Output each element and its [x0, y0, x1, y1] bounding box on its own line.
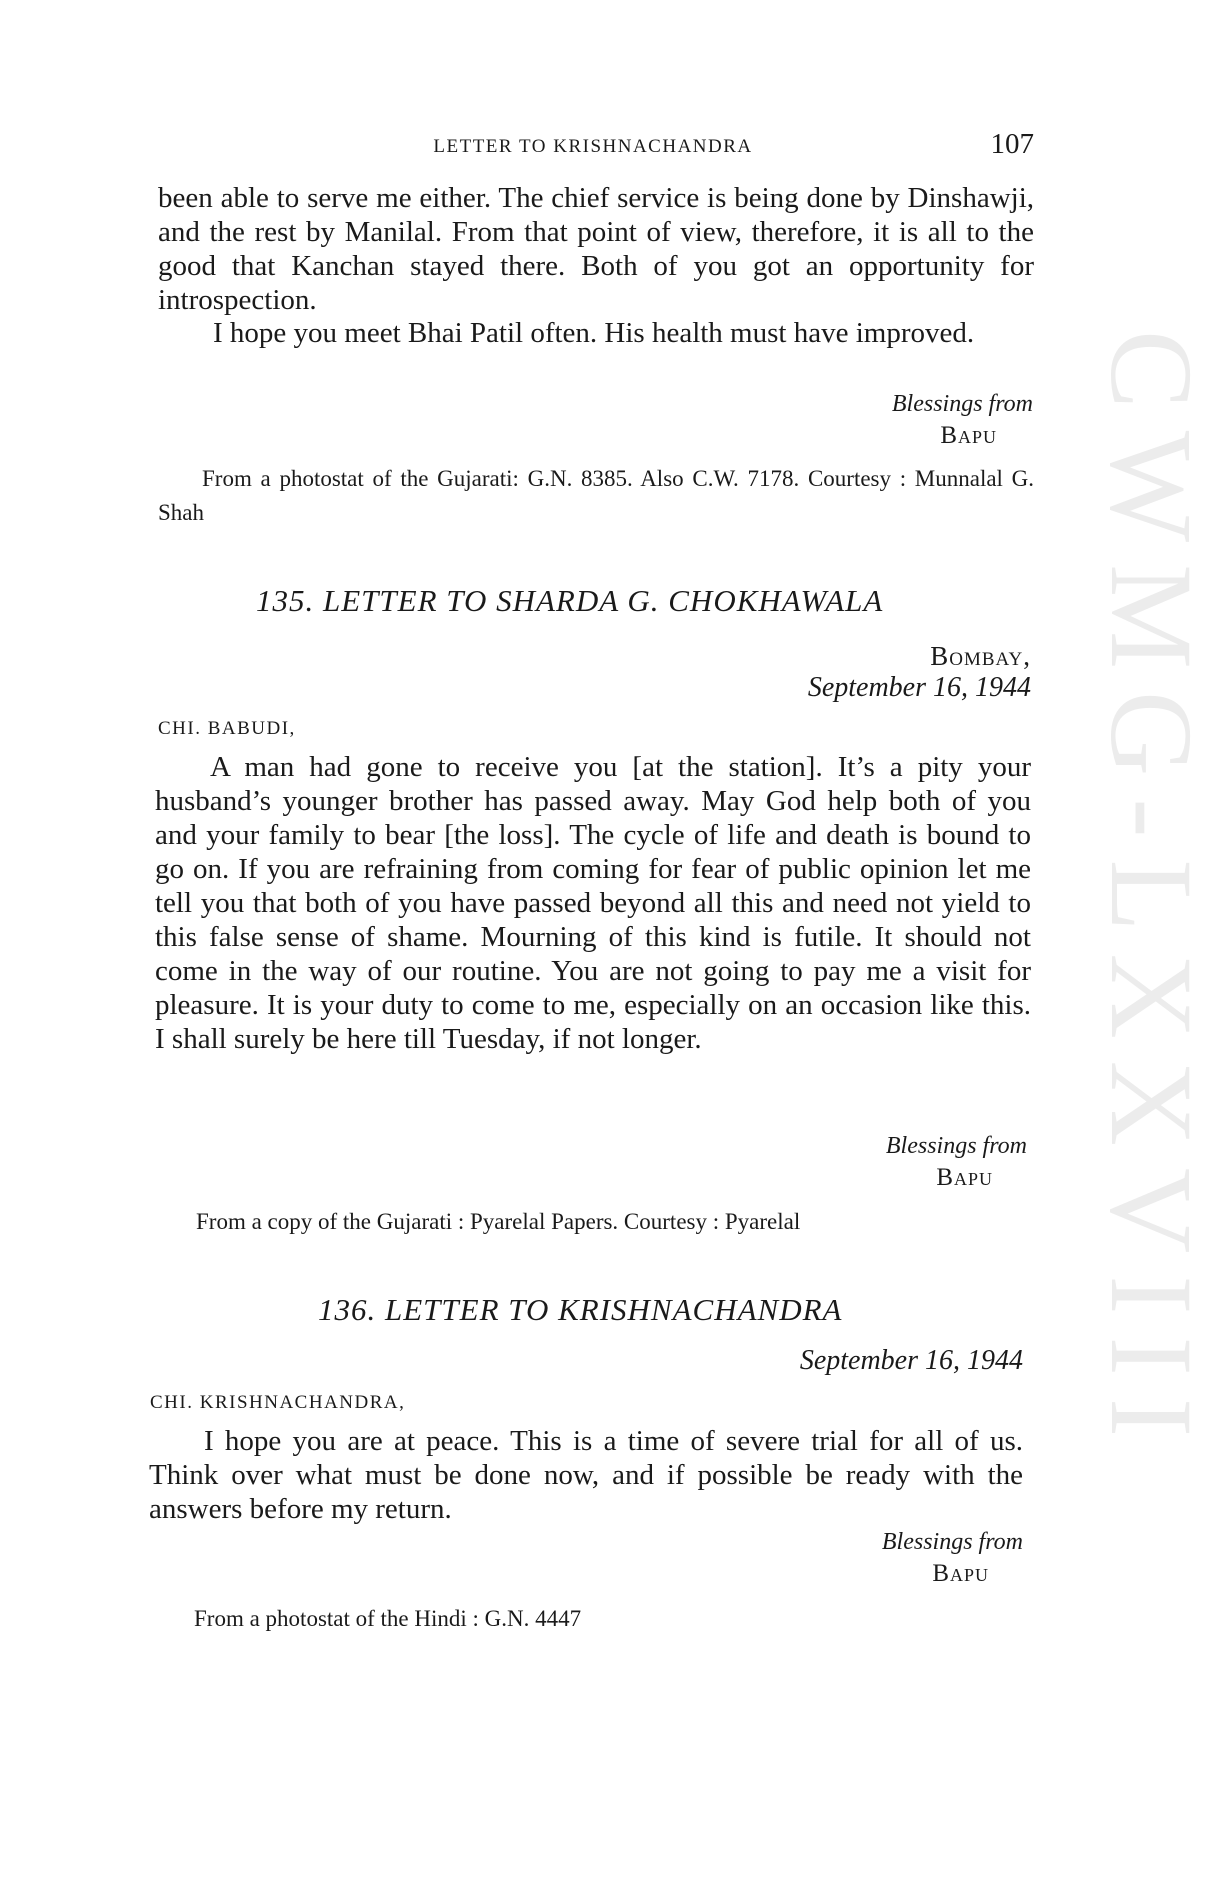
- letter-135-salutation: CHI. BABUDI,: [158, 718, 296, 739]
- watermark: CWMG-LXXVIII: [1086, 330, 1217, 1460]
- signature: Bapu: [940, 422, 997, 449]
- letter-135-place: Bombay,: [930, 641, 1031, 671]
- letter-136-dateline: [623, 1345, 1023, 1377]
- letter-135-body: A man had gone to receive you [at the station]. It’s a pity your husband’s younger brother has passed away. May God help both of you and your family to bear [the loss]. The cycle of life and death is bound to go on. If you are refraining from coming for fear of public opinion let me tell you that both of you have passed beyond all this and need not yield to this false sense of shame. Mourning of this kind is futile. It should not come in the way of our routine. You are not going to pay me a visit for pleasure. It is your duty to come to me, especially on an occasion like this. I shall surely be here till Tuesday, if not longer.: [155, 751, 1031, 1055]
- continuation-paragraph-1-block: [158, 181, 1034, 317]
- letter-136-source-note: From a photostat of the Hindi : G.N. 4447: [194, 1606, 582, 1631]
- letter-136-date: September 16, 1944: [799, 1345, 1023, 1376]
- letter-135-title: 135. LETTER TO SHARDA G. CHOKHAWALA: [256, 583, 884, 618]
- continuation-signoff: [892, 388, 1033, 452]
- continuation-paragraph-2: I hope you meet Bhai Patil often. His health must have improved.: [213, 317, 975, 349]
- letter-136-body-block: [149, 1424, 1023, 1526]
- continuation-paragraph-1: been able to serve me either. The chief service is being done by Dinshawji, and the rest by Manilal. From that point of view, therefore, it is all to the good that Kanchan stayed there. Both of you got an opportunity for introspection.: [158, 182, 1034, 316]
- page-number: 107: [990, 128, 1034, 160]
- signature: Bapu: [932, 1560, 989, 1587]
- blessings-text: Blessings from: [881, 1529, 1023, 1555]
- letter-135-body-block: [155, 750, 1031, 1056]
- letter-135-signoff: [886, 1130, 1027, 1194]
- letter-135-date: September 16, 1944: [807, 672, 1031, 703]
- letter-135-source-note: From a copy of the Gujarati : Pyarelal Papers. Courtesy : Pyarelal: [196, 1209, 801, 1234]
- continuation-paragraph-2-block: [158, 316, 1034, 350]
- letter-136-salutation: CHI. KRISHNACHANDRA,: [150, 1392, 406, 1413]
- letter-136-signoff: [882, 1526, 1023, 1590]
- running-header: [152, 128, 1034, 168]
- letter-136-title: 136. LETTER TO KRISHNACHANDRA: [318, 1292, 843, 1327]
- letter-136-body: I hope you are at peace. This is a time of severe trial for all of us. Think over what must be done now, and if possible be ready with the answers before my return.: [149, 1425, 1023, 1525]
- letter-135-dateline: [631, 641, 1031, 704]
- blessings-text: Blessings from: [891, 391, 1033, 417]
- signature: Bapu: [936, 1164, 993, 1191]
- running-title: LETTER TO KRISHNACHANDRA: [433, 136, 753, 157]
- continuation-source-note: From a photostat of the Gujarati: G.N. 8385. Also C.W. 7178. Courtesy : Munnalal G. Shah: [158, 466, 1034, 525]
- blessings-text: Blessings from: [885, 1133, 1027, 1159]
